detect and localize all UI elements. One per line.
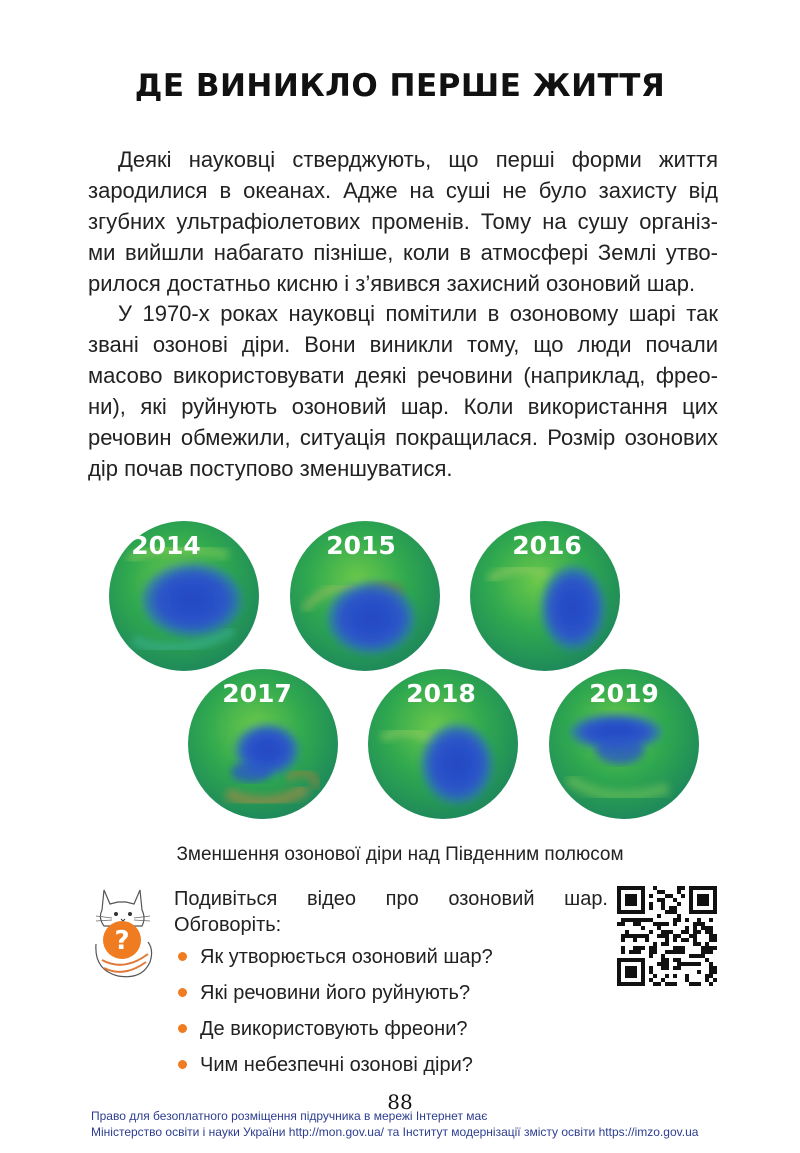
paragraph-line: ми вийшли набагато пізніше, коли в атмосфері Землі утво-	[88, 240, 718, 265]
paragraph-line: масово використовувати деякі речовини (наприклад, фрео-	[88, 363, 718, 388]
ozone-globe-2018	[367, 668, 519, 820]
ozone-hole	[421, 724, 493, 804]
paragraph-1	[88, 144, 718, 299]
page-title: ДЕ ВИНИКЛО ПЕРШЕ ЖИТТЯ	[134, 68, 666, 104]
list-item: Де використовують фреони?	[176, 1016, 493, 1052]
ozone-hole	[327, 582, 415, 654]
ozone-globe-2017	[187, 668, 339, 820]
list-item: Як утворюється озоновий шар?	[176, 944, 493, 980]
ozone-globe-2019	[548, 668, 700, 820]
paragraph-line: У 1970-х роках науковці помітили в озоновому шарі так	[118, 301, 718, 326]
ozone-globe-2014	[108, 520, 260, 672]
list-item: Які речовини його руйнують?	[176, 980, 493, 1016]
paragraph-line: Деякі науковці стверджують, що перші форми життя	[118, 147, 718, 172]
figure-caption: Зменшення озонової діри над Південним полюсом	[176, 844, 624, 865]
paragraph-line: ни), які руйнують озоновий шар. Коли використання цих	[88, 394, 718, 419]
ozone-hole	[142, 563, 242, 637]
page-number: 88	[387, 1090, 413, 1114]
paragraph-2	[88, 298, 718, 484]
bullet-icon	[178, 1024, 187, 1033]
cat-mascot-icon	[90, 884, 160, 984]
paragraph-line: рилося достатньо кисню і з’явився захисний озоновий шар.	[88, 271, 696, 296]
task-intro	[174, 886, 608, 938]
globe-year-label: 2018	[406, 679, 476, 708]
globe-year-label: 2015	[326, 531, 396, 560]
globe-year-label: 2019	[589, 679, 659, 708]
bullet-icon	[178, 1060, 187, 1069]
footer-line: Міністерство освіти і науки України http://mon.gov.ua/ та Інститут модернізації змісту освіти https://imzo.gov.ua	[91, 1125, 699, 1139]
paragraph-line: дір почав поступово зменшуватися.	[88, 456, 453, 481]
paragraph-line: зародилися в океанах. Адже на суші не було захисту від	[88, 178, 718, 203]
paragraph-line: згубних ультрафіолетових променів. Тому на сушу організ-	[88, 209, 718, 234]
footer-line: Право для безоплатного розміщення підручника в мережі Інтернет має	[91, 1109, 488, 1123]
discussion-questions	[176, 944, 493, 1088]
qr-code-icon[interactable]	[617, 886, 717, 986]
globe-year-label: 2014	[131, 531, 201, 560]
globe-year-label: 2016	[512, 531, 582, 560]
bullet-icon	[178, 952, 187, 961]
task-intro-line: Обговоріть:	[174, 914, 282, 936]
task-intro-line: Подивіться відео про озоновий шар.	[174, 888, 608, 910]
paragraph-line: звані озонові діри. Вони виникли тому, що люди почали	[88, 332, 718, 357]
paragraph-line: речовин обмежили, ситуація покращилася. Розмір озонових	[88, 425, 718, 450]
question-mark-icon: ?	[114, 926, 130, 956]
list-item: Чим небезпечні озонові діри?	[176, 1052, 493, 1088]
ozone-globe-2015	[289, 520, 441, 672]
globe-year-label: 2017	[222, 679, 292, 708]
ozone-globe-2016	[469, 520, 621, 672]
copyright-footer	[91, 1108, 698, 1140]
ozone-hole	[541, 566, 605, 650]
bullet-icon	[178, 988, 187, 997]
